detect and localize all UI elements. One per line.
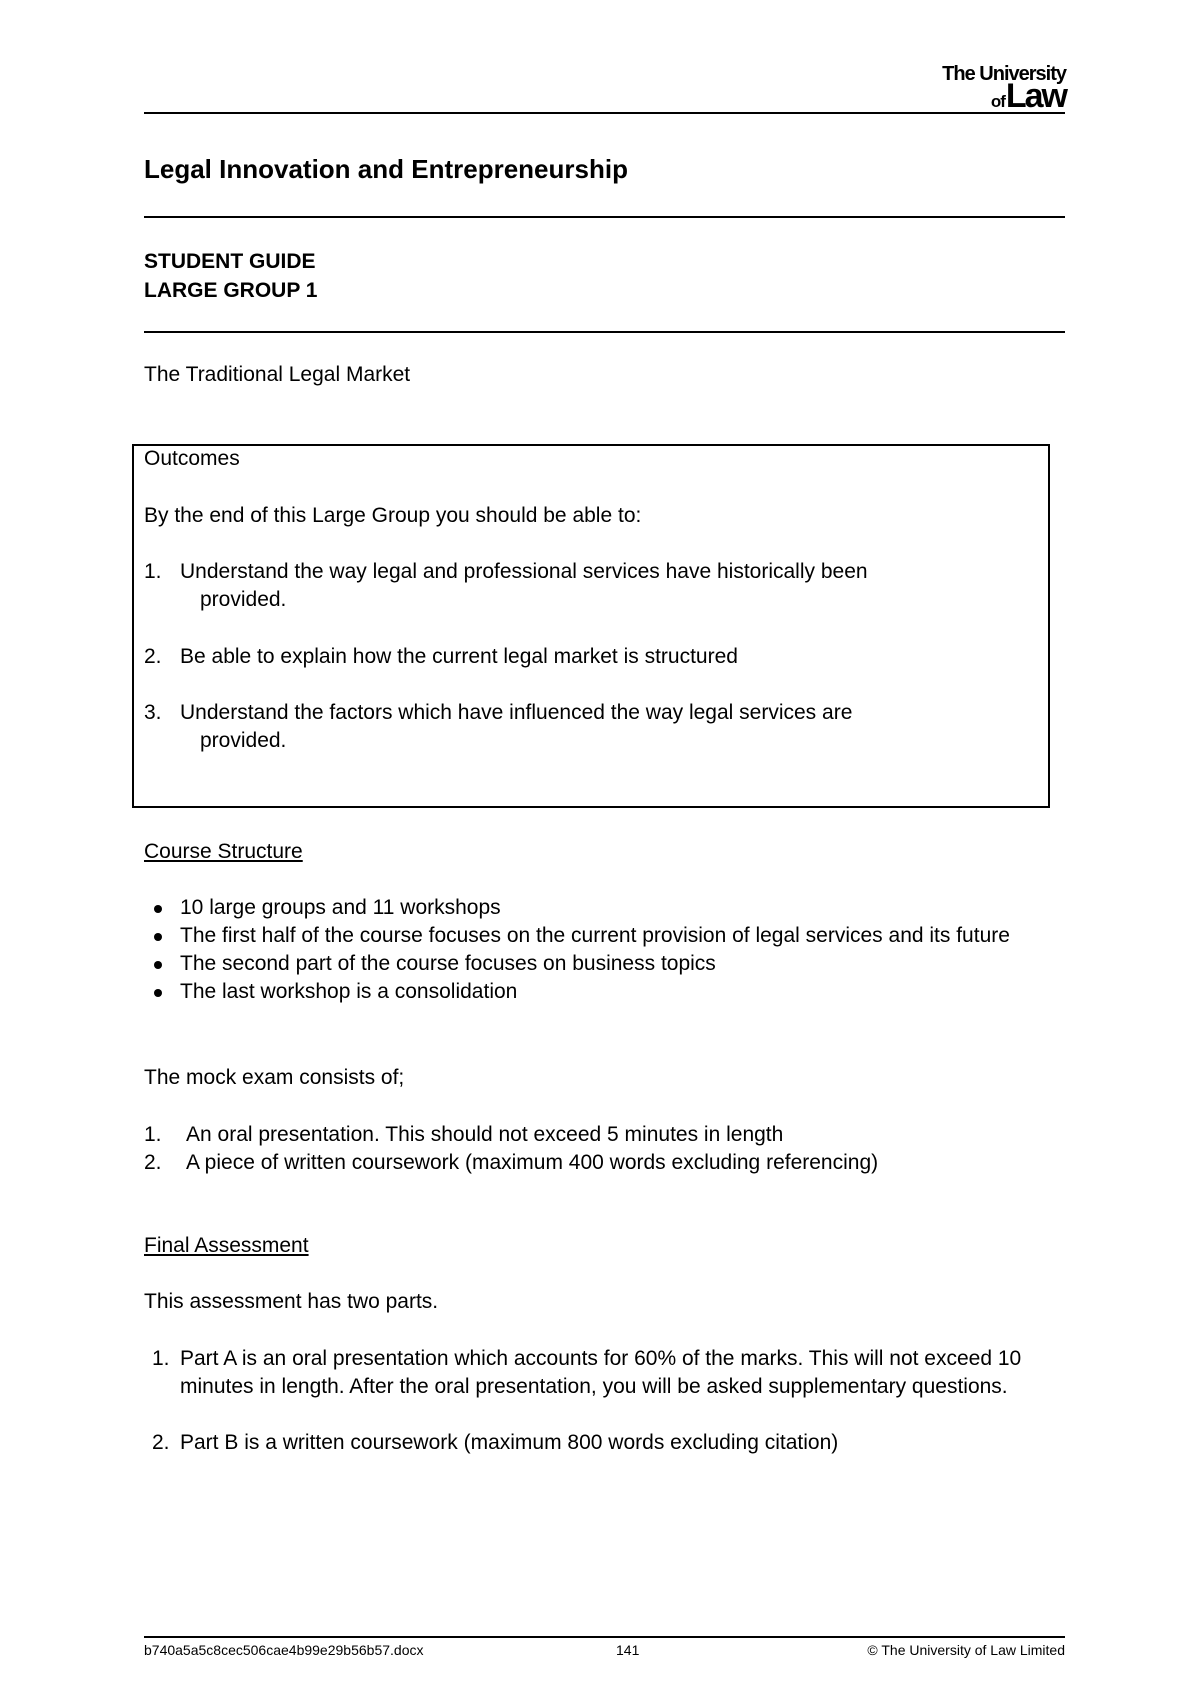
topic-text: The Traditional Legal Market — [144, 363, 411, 386]
final-assessment-heading: Final Assessment — [144, 1234, 309, 1257]
outcome-item — [144, 699, 1024, 755]
outcome-text-cont: provided. — [200, 729, 287, 752]
course-structure-heading: Course Structure — [144, 840, 303, 863]
list-item: The second part of the course focuses on business topics — [144, 950, 1044, 978]
outcome-item — [144, 558, 1024, 614]
item-number: 1. — [152, 1347, 170, 1370]
title-rule — [144, 216, 1065, 218]
university-logo — [942, 63, 1066, 115]
mock-exam-intro: The mock exam consists of; — [144, 1066, 405, 1089]
outcome-text: Understand the factors which have influenced the way legal services are — [180, 701, 853, 724]
list-item: The first half of the course focuses on the current provision of legal services and its future — [144, 922, 1044, 950]
logo-line1: The University — [942, 63, 1066, 85]
outcome-text-cont: provided. — [200, 588, 287, 611]
outcome-number: 3. — [144, 701, 162, 724]
logo-law: Law — [1005, 77, 1066, 115]
page-number: 141 — [616, 1642, 640, 1658]
final-assessment-intro: This assessment has two parts. — [144, 1290, 439, 1313]
item-number: 2. — [144, 1151, 162, 1174]
header-rule — [144, 112, 1065, 114]
list-item — [144, 1121, 1044, 1149]
document-title: Legal Innovation and Entrepreneurship — [144, 154, 628, 184]
item-text: Part A is an oral presentation which accounts for 60% of the marks. This will not exceed 10 minutes in length. After the oral presentation, you will be asked supplementary questions. — [180, 1347, 1022, 1398]
guide-rule — [144, 331, 1065, 333]
list-item: The last workshop is a consolidation — [144, 978, 1044, 1006]
item-text: Part B is a written coursework (maximum 800 words excluding citation) — [180, 1431, 839, 1454]
footer-rule — [144, 1636, 1065, 1638]
item-number: 2. — [152, 1431, 170, 1454]
item-number: 1. — [144, 1123, 162, 1146]
item-text: An oral presentation. This should not exceed 5 minutes in length — [186, 1123, 784, 1146]
guide-heading — [144, 247, 317, 305]
footer-filename: b740a5a5c8cec506cae4b99e29b56b57.docx — [144, 1642, 424, 1658]
list-item — [152, 1345, 1042, 1401]
mock-exam-list — [144, 1121, 1044, 1177]
final-assessment-list — [152, 1345, 1042, 1457]
footer-copyright: © The University of Law Limited — [867, 1642, 1065, 1658]
outcome-text: Be able to explain how the current legal market is structured — [180, 645, 738, 668]
outcomes-intro: By the end of this Large Group you should be able to: — [144, 504, 642, 527]
item-text: A piece of written coursework (maximum 400 words excluding referencing) — [186, 1151, 879, 1174]
outcomes-heading: Outcomes — [144, 447, 240, 470]
outcome-item — [144, 643, 1024, 671]
list-item — [152, 1429, 1042, 1457]
outcome-number: 2. — [144, 645, 162, 668]
guide-line1: STUDENT GUIDE — [144, 250, 316, 273]
outcome-number: 1. — [144, 560, 162, 583]
list-item — [144, 1149, 1044, 1177]
logo-of: of — [990, 92, 1005, 111]
outcome-text: Understand the way legal and professional services have historically been — [180, 560, 868, 583]
list-item: 10 large groups and 11 workshops — [144, 894, 1044, 922]
course-structure-list — [144, 894, 1044, 1006]
guide-line2: LARGE GROUP 1 — [144, 279, 318, 302]
